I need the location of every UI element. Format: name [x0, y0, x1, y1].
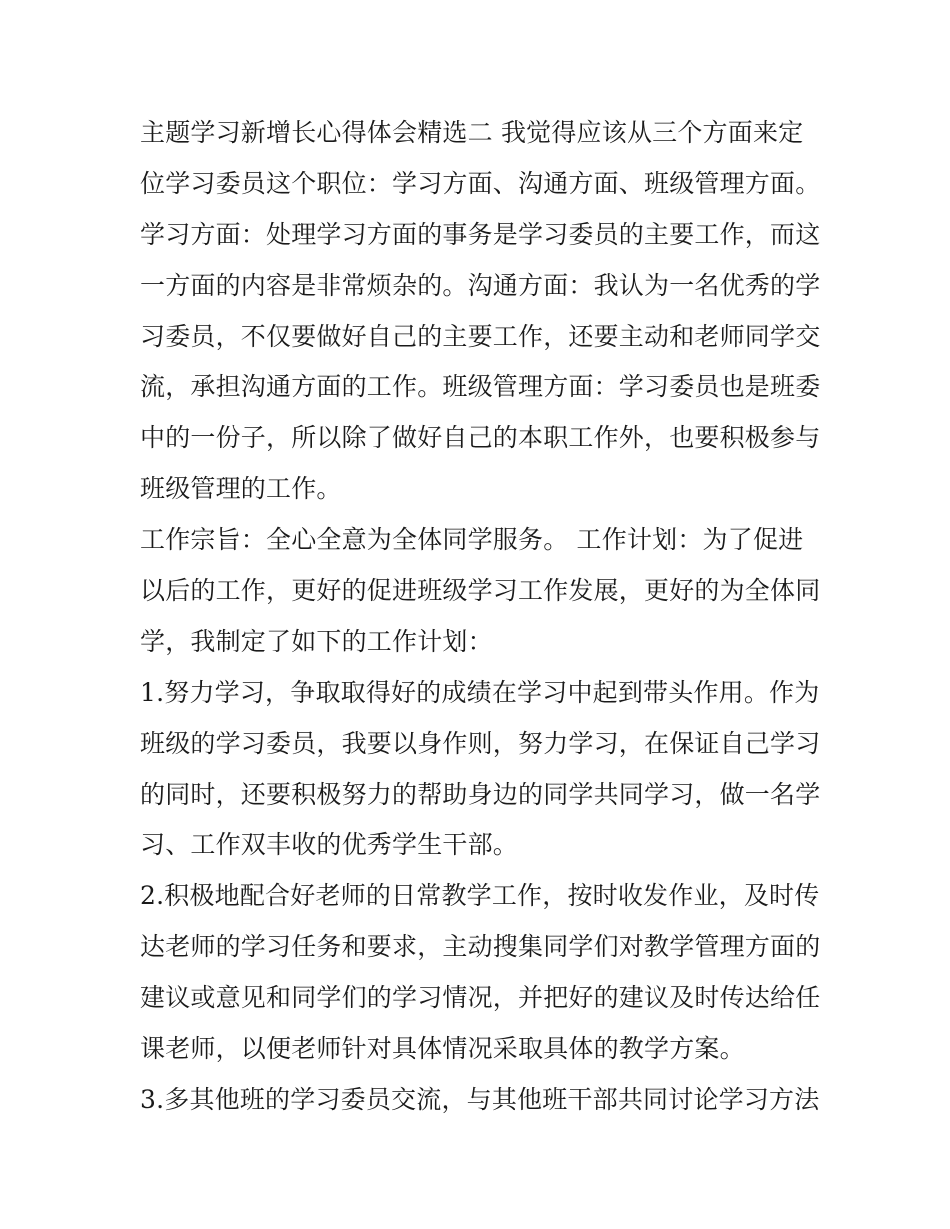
text-line: 中的一份子，所以除了做好自己的本职工作外，也要积极参与 — [140, 423, 821, 453]
text-line: 班级的学习委员，我要以身作则，努力学习，在保证自己学习 — [140, 728, 821, 758]
text-line: 学习方面：处理学习方面的事务是学习委员的主要工作，而这 — [140, 219, 821, 249]
text-line: 课老师，以便老师针对具体情况采取具体的教学方案。 — [140, 1034, 745, 1064]
text-line: 建议或意见和同学们的学习情况，并把好的建议及时传达给任 — [140, 983, 821, 1013]
text-line: 习委员，不仅要做好自己的主要工作，还要主动和老师同学交 — [140, 321, 821, 351]
text-line: 位学习委员这个职位：学习方面、沟通方面、班级管理方面。 — [140, 168, 821, 198]
text-line: 达老师的学习任务和要求，主动搜集同学们对教学管理方面的 — [140, 932, 821, 962]
text-line: 主题学习新增长心得体会精选二 我觉得应该从三个方面来定 — [140, 118, 804, 147]
document-body — [140, 108, 820, 1126]
text-line: 2.积极地配合好老师的日常教学工作，按时收发作业，及时传 — [140, 881, 820, 911]
text-line: 以后的工作，更好的促进班级学习工作发展，更好的为全体同 — [140, 576, 821, 606]
text-line: 的同时，还要积极努力的帮助身边的同学共同学习，做一名学 — [140, 779, 821, 809]
text-line: 流，承担沟通方面的工作。班级管理方面：学习委员也是班委 — [140, 372, 821, 402]
text-line: 工作宗旨：全心全意为全体同学服务。 工作计划：为了促进 — [140, 525, 804, 555]
text-line: 习、工作双丰收的优秀学生干部。 — [140, 830, 519, 860]
text-line: 学，我制定了如下的工作计划： — [140, 626, 493, 656]
text-line: 班级管理的工作。 — [140, 474, 342, 504]
text-line: 1.努力学习，争取取得好的成绩在学习中起到带头作用。作为 — [140, 677, 820, 707]
text-line: 一方面的内容是非常烦杂的。沟通方面：我认为一名优秀的学 — [140, 270, 821, 300]
text-line: 3.多其他班的学习委员交流，与其他班干部共同讨论学习方法 — [140, 1084, 820, 1114]
